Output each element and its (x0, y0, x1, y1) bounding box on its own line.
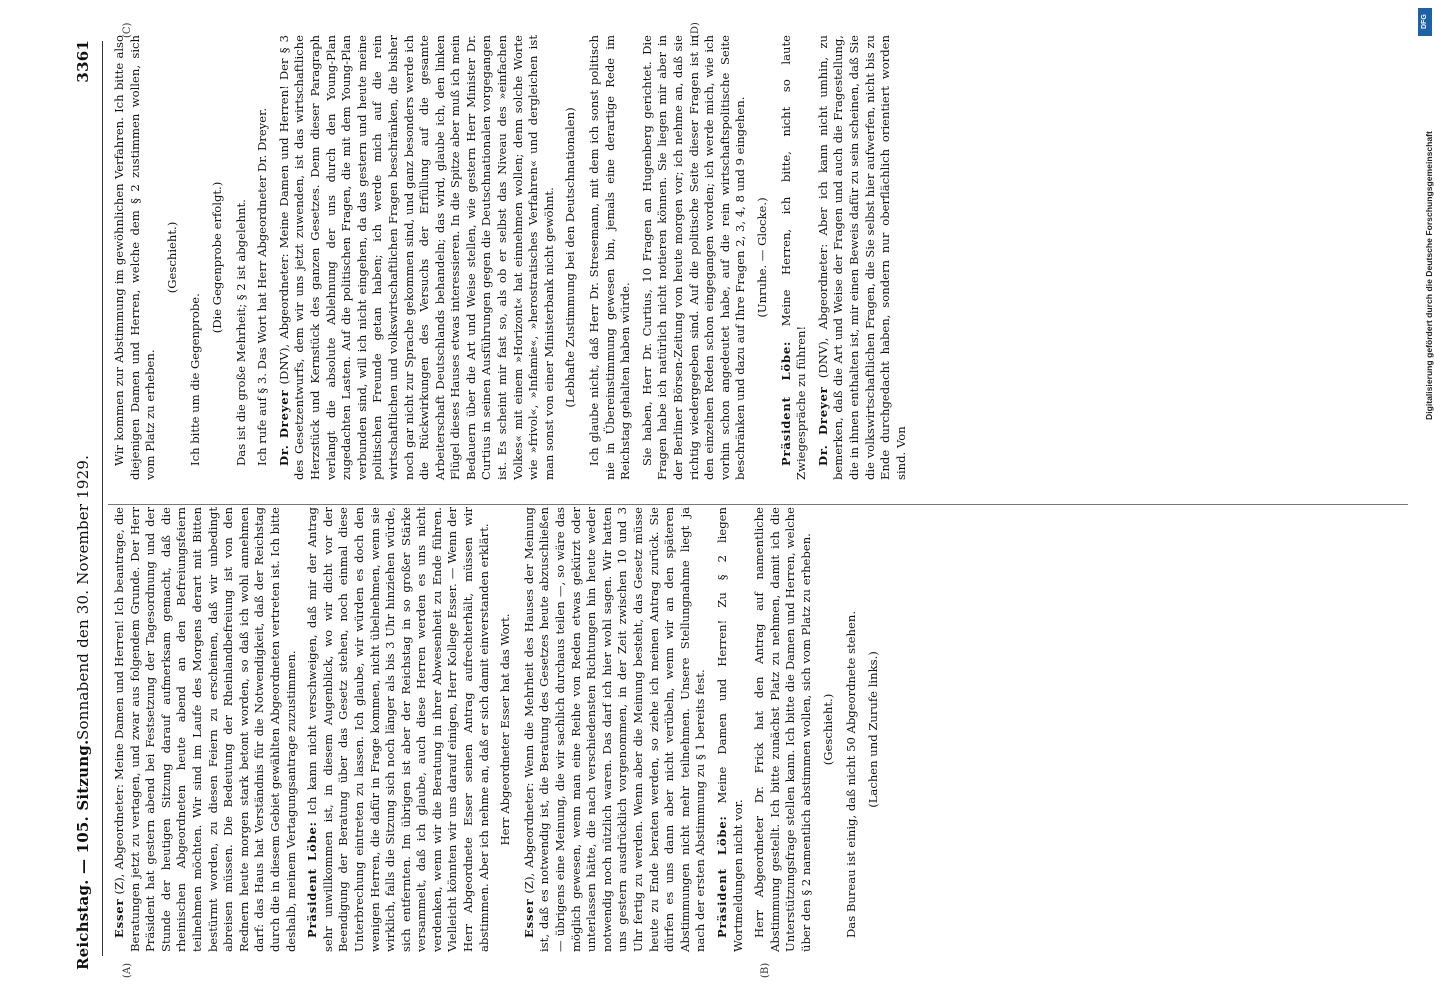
paragraph-text: Herr Abgeordneter Dr. Frick hat den Antrag auf namentliche Abstimmung gestellt. Ich bitte zunächst Platz zu nehmen, damit ich die Unterstützungsfrage stellen kann. Ich bitte die Damen und Herren, welche über den § 2 namentlich abstimmen wollen, sich vom Platz zu erheben. (752, 507, 813, 952)
paragraph (305, 507, 492, 952)
paragraph (844, 507, 860, 952)
paragraph-text: Ich bitte um die Gegenprobe. (188, 293, 203, 466)
paragraph-text: Wir kommen zur Abstimmung im gewöhnlichen Verfahren. Ich bitte also diejenigen Damen und Herren, welche dem § 2 zustimmen wollen, sich vom Platz zu erheben. (112, 35, 158, 480)
paragraph-text: Meine Damen und Herren! Zu § 2 liegen Wortmeldungen nicht vor. (714, 506, 745, 952)
page-number: 3361 (74, 40, 92, 83)
paragraph-text: (Geschieht.) (820, 693, 835, 766)
paragraph (112, 507, 299, 952)
speaker-name: Präsident Löbe: (778, 340, 793, 466)
paragraph-text: Ich glaube nicht, daß Herr Dr. Stresemann, mit dem ich sonst politisch nie in Übereinstimmung gewesen bin, jemals eine derartige Rede im Reichstag gehalten haben würde. (587, 35, 633, 480)
left-column (112, 507, 889, 952)
paragraph (715, 507, 746, 952)
paragraph-text: (Die Gegenprobe erfolgt.) (209, 181, 224, 334)
paragraph (587, 35, 634, 480)
paragraph-text: Das ist die große Mehrheit; § 2 ist abgelehnt. (233, 199, 248, 466)
paragraph (752, 507, 814, 952)
paragraph (640, 35, 749, 480)
paragraph-text: Abgeordneter: Meine Damen und Herren! Ich beantrage, die Beratungen jetzt zu vertagen, und zwar aus folgendem Grunde. Der Herr Präsident hat gestern abend bei Festsetzung der Tagesordnung und der Stunde der heutigen Sitzung darauf aufmerksam gemacht, daß die rheinischen Abgeordneten heute abend an den Befreiungsfeiern teilnehmen möchten. Wir sind im Laufe des Morgens derart mit Bitten bestürmt worden, zu diesen Feiern zu erscheinen, daß wir unbedingt abreisen müssen. Die Bedeutung der Rheinlandbefreiung ist von den Rednern heute morgen stark betont worden, so daß ich wohl annehmen darf: das Haus hat Verständnis für die Notwendigkeit, daß der Reichstag durch die in diesem Gebiet gewählten Abgeordneten vertreten ist. Ich bitte deshalb, meinem Vertagungsantrage zuzustimmen. (112, 507, 298, 952)
paragraph-text: Das Bureau ist einig, daß nicht 50 Abgeordnete stehen. (844, 610, 859, 938)
page-header (74, 40, 100, 970)
paragraph-text: Abgeordneter: Meine Damen und Herren! Der § 3 des Gesetzentwurfs, dem wir uns jetzt zuwenden, ist das wirtschaftliche Herzstück und Kernstück des ganzen Gesetzes. Denn dieser Paragraph verlangt die absolute Ablehnung der uns durch den Young-Plan zugedachten Lasten. Auf die politischen Fragen, die mit dem Young-Plan verbunden sind, will ich nicht eingehen, da das gestern und heute meine politischen Freunde getan haben; ich werde mich auf die rein wirtschaftlichen und volkswirtschaftlichen Fragen beschränken, die bisher noch gar nicht zur Sprache gekommen sind, und ganz besonders werde ich die Rückwirkungen des Versuchs der Erfüllung auf die gesamte Arbeiterschaft Deutschlands behandeln; das wird, glaube ich, den linken Flügel dieses Hauses etwas interessieren. In die Spitze aber muß ich mein Bedauern über die Art und Weise stellen, wie gestern Herr Minister Dr. Curtius in seinen Ausführungen gegen die Deutschnationalen vorgegangen ist. Es scheint mir fast so, als ob er selbst das Niveau des »einfachen Volkes« mit einem »Horizont« hat einnehmen wollen; denn solche Worte wie »frivol«, »Infamie«, »herostratisches Verfahren« und dergleichen ist man sonst von einer Ministerbank nicht gewöhnt. (276, 34, 556, 480)
paragraph (112, 35, 159, 480)
speaker-name: Dr. Dreyer (815, 386, 830, 466)
paragraph (522, 507, 709, 952)
speaker-name: Esser (521, 898, 536, 938)
column-divider (108, 504, 1408, 505)
paragraph (821, 507, 837, 952)
party-label: (DNV), (276, 343, 291, 385)
paragraph (188, 35, 204, 480)
paragraph (779, 35, 810, 480)
paragraph-text: Sie haben, Herr Dr. Curtius, 10 Fragen an Hugenberg gerichtet. Die Fragen habe ich natürlich nicht notieren können. Sie liegen mir aber in der Berliner Börsen-Zeitung von heute morgen vor; ich nehme an, daß sie richtig wiedergegeben sind. Auf die politische Seite dieser Fragen ist in den einzelnen Reden schon eingegangen worden; ich werde mich, wie ich vorhin schon angedeutet habe, auf die rein wirtschaftspolitische Seite beschränken und dazu auf Ihre Fragen 2, 3, 4, 8 und 9 eingehen. (639, 35, 748, 480)
speaker-name: Esser (112, 898, 126, 938)
paragraph (563, 35, 579, 480)
paragraph-text: (Lachen und Zurufe links.) (865, 651, 880, 808)
paragraph (866, 507, 882, 952)
margin-mark-d: (D) (690, 22, 701, 38)
margin-mark-b: (B) (760, 962, 771, 978)
paragraph-text: (Unruhe. — Glocke.) (754, 197, 769, 318)
margin-mark-a: (A) (122, 962, 133, 978)
dfg-logo-badge: DFG (1418, 8, 1432, 36)
header-left: Reichstag. — 105. Sitzung. (74, 739, 92, 970)
paragraph-text: (Lebhafte Zustimmung bei den Deutschnationalen) (563, 107, 578, 408)
paragraph-text: (Geschieht.) (164, 221, 179, 294)
speaker-name: Präsident Löbe: (305, 821, 320, 938)
speaker-name: Präsident Löbe: (714, 815, 729, 938)
right-column (112, 35, 915, 480)
side-note: Digitalisierung gefördert durch die Deutsche Forschungsgemeinschaft (1424, 131, 1434, 420)
paragraph (816, 35, 910, 480)
paragraph (234, 35, 250, 480)
party-label: (Z), (112, 873, 126, 895)
speaker-name: Dr. Dreyer (276, 389, 291, 466)
paragraph-text: Meine Herren, ich bitte, nicht so laute Zwiegespräche zu führen! (778, 35, 809, 480)
paragraph-text: Herr Abgeordneter Esser hat das Wort. (498, 613, 513, 846)
paragraph (755, 35, 771, 480)
party-label: (DNV), (815, 337, 830, 379)
paragraph-text: Abgeordneter: Aber ich kann nicht umhin, zu bemerken, daß die Art und Weise der Fragen und auch die Fragestellung, die in ihnen enthalten ist, mir einen Beweis dafür zu sein scheinen, daß Sie die volkswirtschaftlichen Fragen, die Sie selbst hier aufwerfen, nicht bis zu Ende durchgedacht haben, sondern nur oberflächlich orientiert worden sind. Von (815, 34, 908, 480)
margin-mark-c: (C) (122, 22, 133, 38)
paragraph (165, 35, 181, 480)
header-date: Sonnabend den 30. November 1929. (74, 454, 92, 740)
paragraph (210, 35, 226, 480)
party-label: (Z), (521, 872, 536, 894)
paragraph (498, 507, 514, 952)
paragraph (255, 35, 271, 480)
paragraph-text: Ich rufe auf § 3. Das Wort hat Herr Abgeordneter Dr. Dreyer. (255, 107, 270, 466)
paragraph (277, 35, 558, 480)
header-rule (102, 41, 103, 956)
paragraph-text: Ich kann nicht verschweigen, daß mir der Antrag sehr unwillkommen ist, in diesem Augenblick, wo wir dicht vor der Beendigung der Beratung über das Gesetz stehen, noch einmal diese Unterbrechung eintreten zu lassen. Ich glaube, wir würden es doch den wenigen Herren, die dafür in Frage kommen, nicht übelnehmen, wenn sie wirklich, falls die Sitzung sich noch länger als bis 3 Uhr hinziehen würde, sich entfernten. Im übrigen ist aber der Reichstag in so großer Stärke versammelt, daß ich glaube, auch diese Herren werden es uns nicht verdenken, wenn wir die Beratung in ihrer Abwesenheit zu Ende führen. Vielleicht könnten wir uns darauf einigen, Herr Kollege Esser. — Wenn der Herr Abgeordnete Esser seinen Antrag aufrechterhält, müssen wir abstimmen. Aber ich nehme an, daß er sich damit einverstanden erklärt. (305, 507, 491, 952)
paragraph-text: Abgeordneter: Wenn die Mehrheit des Hauses der Meinung ist, daß es notwendig ist, die Beratung des Gesetzes heute abzuschließen — übrigens eine Meinung, die wir sachlich durchaus teilen —, so wäre das möglich gewesen, wenn man eine Reihe von Reden etwas gekürzt oder unterlassen hätte, die nach verschiedensten Richtungen hin heute weder notwendig noch nützlich waren. Das darf ich hier wohl sagen. Wir hatten uns gestern ausdrücklich vorgenommen, in der Zeit zwischen 10 und 3 Uhr fertig zu werden. Wenn aber die Meinung besteht, das Gesetz müsse heute zu Ende beraten werden, so ziehe ich meinen Antrag zurück. Sie dürfen es uns dann aber nicht verübeln, wenn wir an den späteren Abstimmungen nicht mehr teilnehmen. Unsere Stellungnahme liegt ja nach der ersten Abstimmung zu § 1 bereits fest. (521, 507, 708, 952)
